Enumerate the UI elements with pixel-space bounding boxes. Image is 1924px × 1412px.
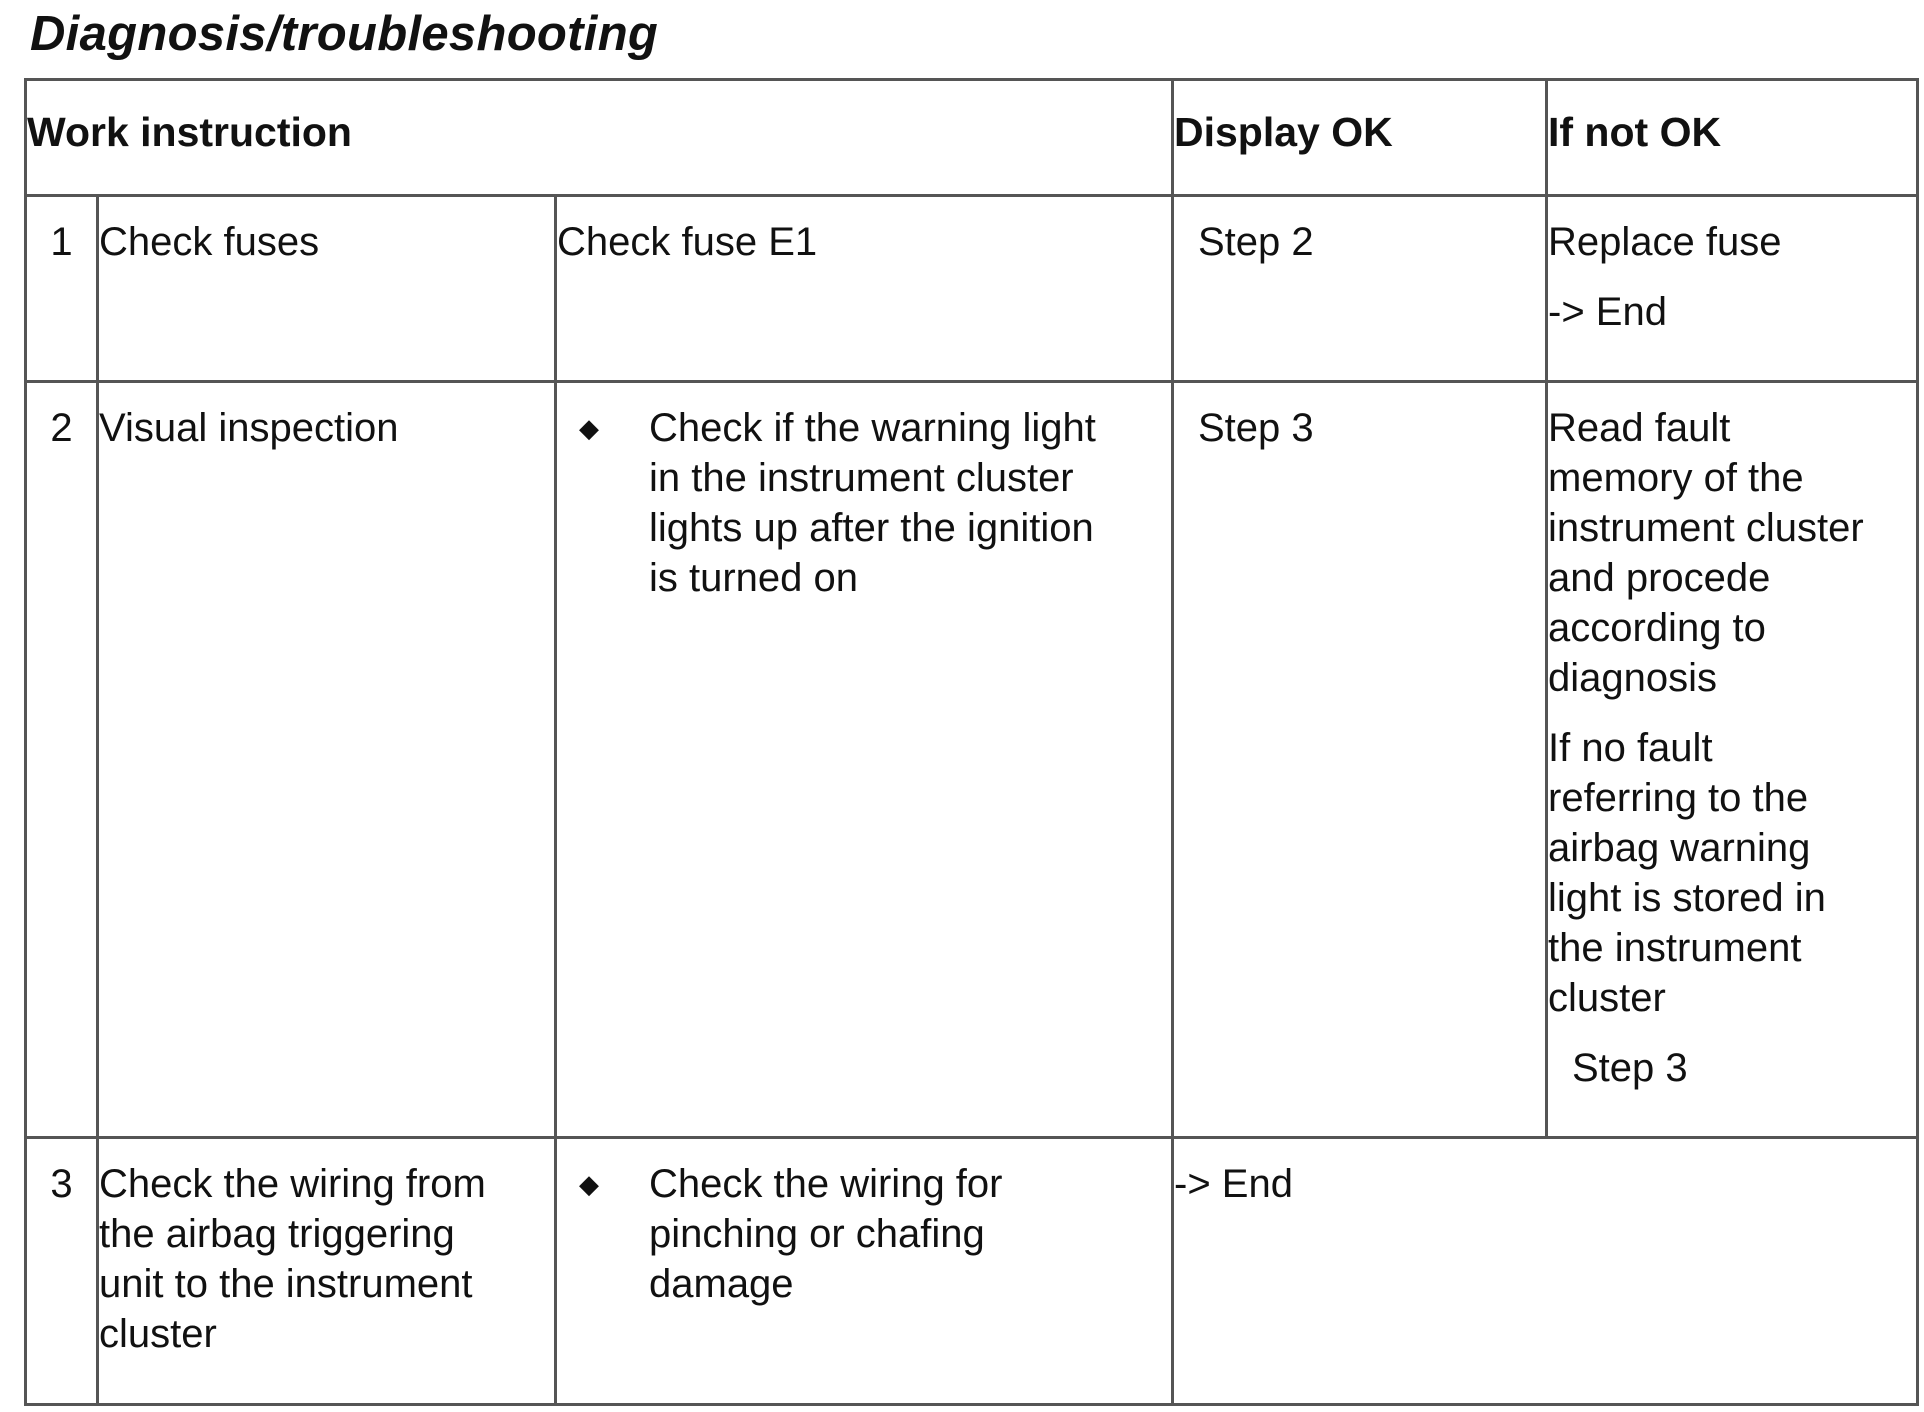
detail-line: lights up after the ignition [649,506,1094,550]
diamond-bullet-icon: ◆ [579,1169,599,1199]
detail-line: is turned on [649,556,859,600]
detail-line: damage [649,1262,794,1306]
check-line: unit to the instrument [99,1262,473,1306]
step-display-ok [1173,382,1547,1138]
header-work-instruction: Work instruction [26,80,1173,196]
not-ok-line: memory of the [1548,456,1804,500]
step-number: 2 [26,382,98,1138]
step-detail: Check fuse E1 [556,196,1173,382]
step-if-not-ok [1547,196,1918,382]
step-check [98,1138,556,1405]
not-ok-line: Replace fuse [1548,220,1782,264]
step-detail [556,1138,1173,1405]
step-detail [556,382,1173,1138]
detail-line: in the instrument cluster [649,456,1074,500]
check-line: the airbag triggering [99,1212,455,1256]
troubleshooting-table [24,78,1919,1406]
not-ok-paragraph [1548,403,1916,703]
not-ok-line: light is stored in [1548,876,1826,920]
step-if-not-ok [1547,382,1918,1138]
table-header-row [26,80,1918,196]
not-ok-line: airbag warning [1548,826,1811,870]
not-ok-paragraph [1548,723,1916,1023]
not-ok-line: according to [1548,606,1766,650]
check-line: Check the wiring from [99,1162,486,1206]
not-ok-line: and procede [1548,556,1771,600]
table-row [26,1138,1918,1405]
header-if-not-ok: If not OK [1547,80,1918,196]
not-ok-line: the instrument [1548,926,1802,970]
not-ok-line: diagnosis [1548,656,1718,700]
step-number: 1 [26,196,98,382]
not-ok-line: Read fault [1548,406,1731,450]
step-check: Check fuses [98,196,556,382]
detail-line: pinching or chafing [649,1212,985,1256]
not-ok-line: cluster [1548,976,1666,1020]
step-display-ok [1173,196,1547,382]
not-ok-step: Step 3 [1572,1046,1688,1090]
step-check: Visual inspection [98,382,556,1138]
header-display-ok: Display OK [1173,80,1547,196]
display-ok-text: Step 3 [1198,406,1314,450]
page-title: Diagnosis/troubleshooting [30,7,659,61]
not-ok-line: instrument cluster [1548,506,1864,550]
detail-line: Check if the warning light [649,406,1096,450]
not-ok-line: If no fault [1548,726,1713,770]
check-line: cluster [99,1312,217,1356]
step-result: -> End [1173,1138,1918,1405]
table-row [26,382,1918,1138]
not-ok-line: referring to the [1548,776,1809,820]
table-row [26,196,1918,382]
detail-line: Check the wiring for [649,1162,1003,1206]
step-number: 3 [26,1138,98,1405]
display-ok-text: Step 2 [1198,220,1314,264]
not-ok-line: -> End [1548,290,1667,334]
diamond-bullet-icon: ◆ [579,413,599,443]
